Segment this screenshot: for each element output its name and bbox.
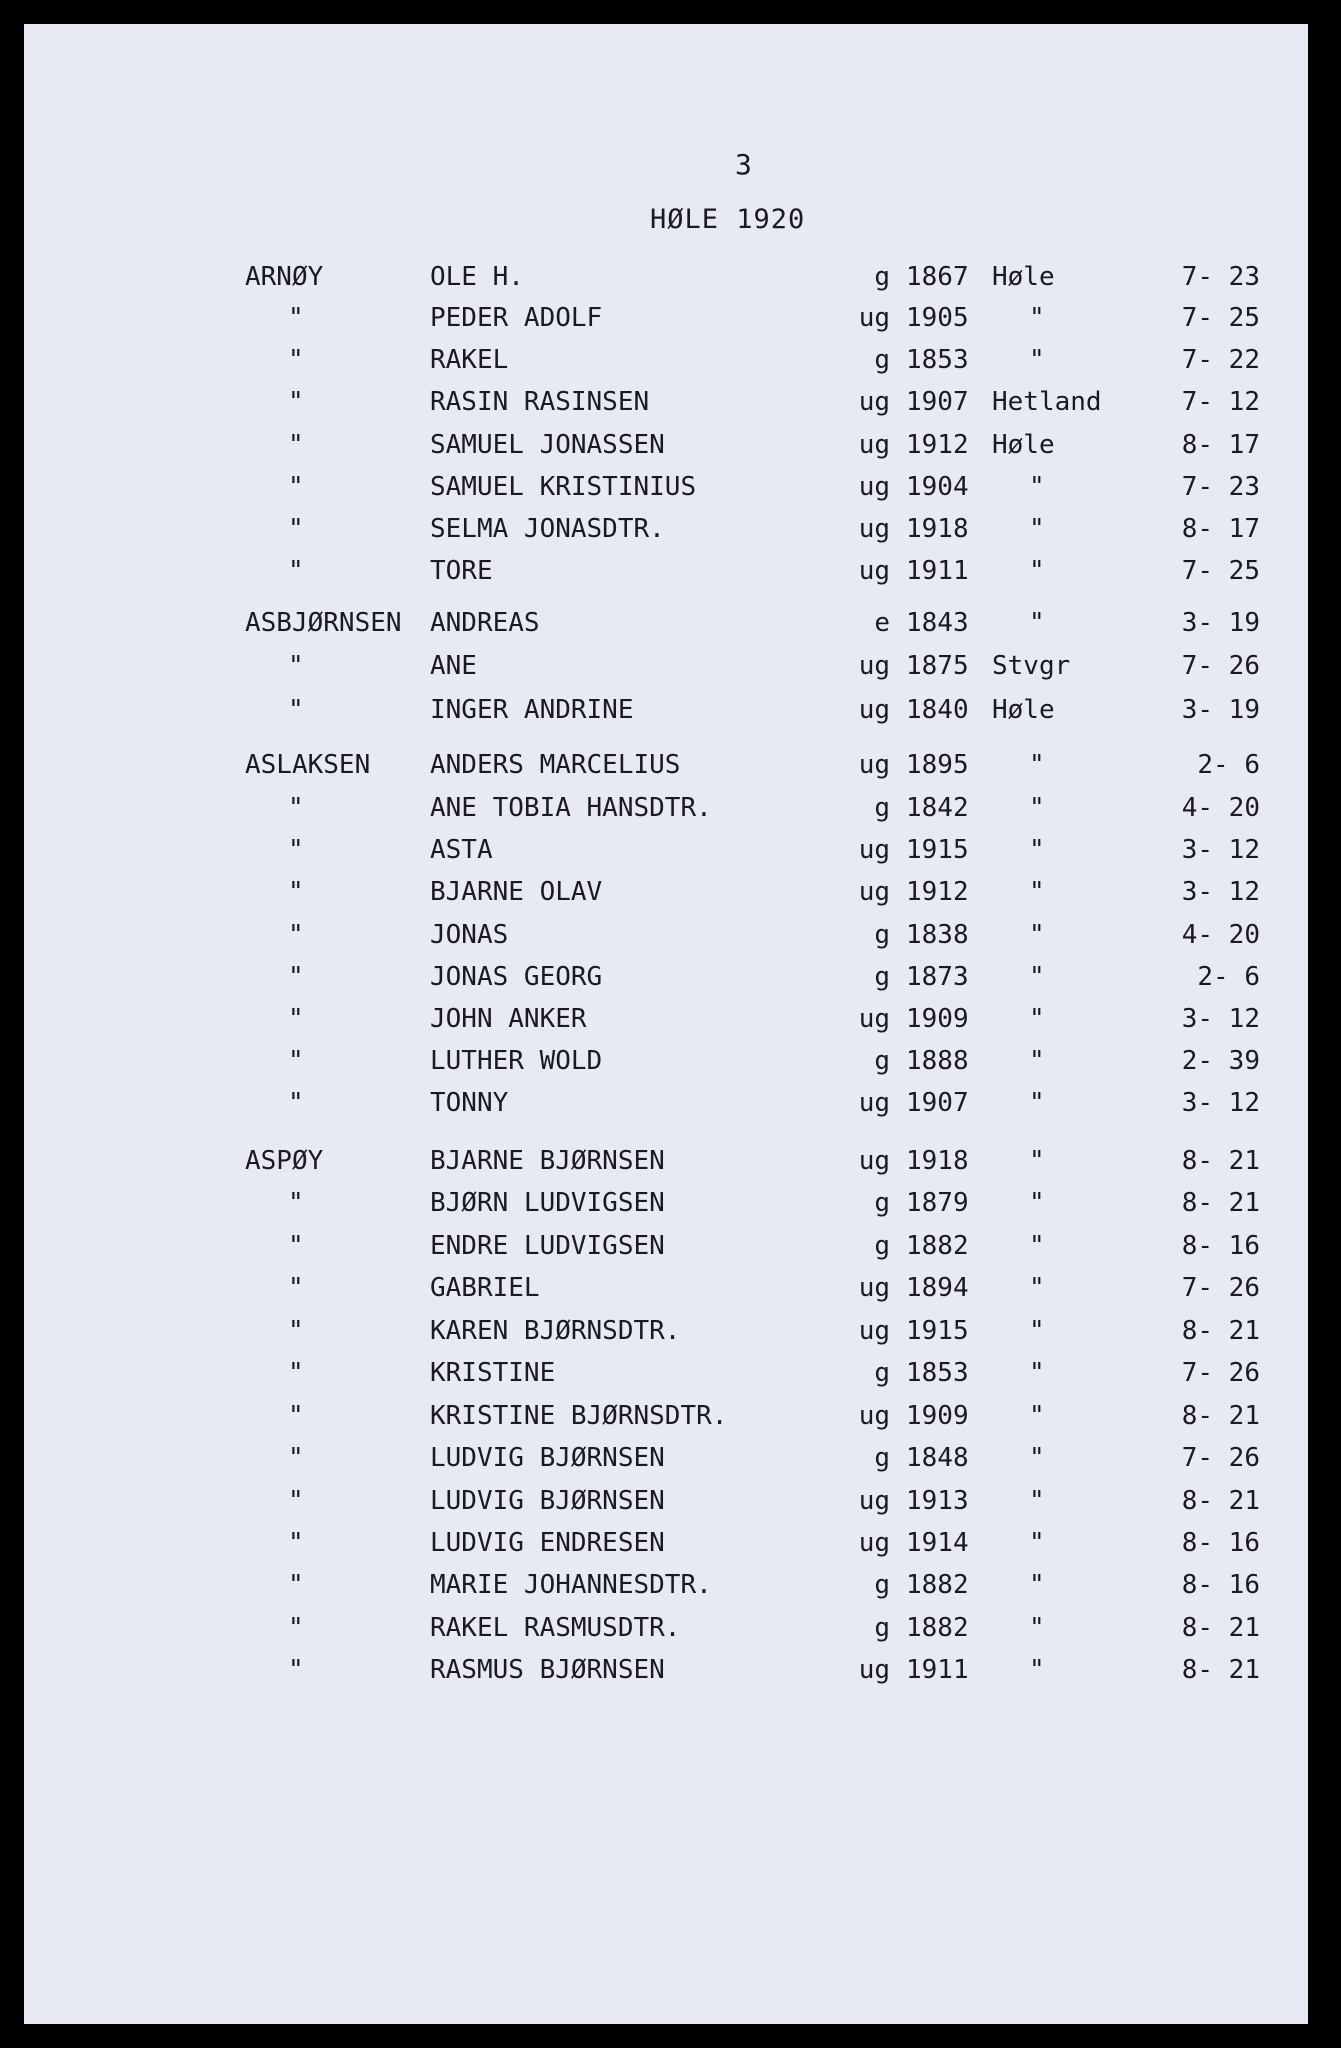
marital-status-cell: ug [858, 1528, 890, 1558]
birthplace-cell: " [1029, 345, 1045, 375]
marital-status-cell: ug [858, 651, 890, 681]
birth-year-cell: 1915 [906, 1316, 969, 1346]
birth-year-cell: 1909 [906, 1004, 969, 1034]
given-name-cell: BJARNE BJØRNSEN [430, 1146, 665, 1176]
birthplace-cell: " [1029, 556, 1045, 586]
given-name-cell: ASTA [430, 835, 493, 865]
given-name-cell: RAKEL [430, 345, 509, 375]
birthplace-cell: " [1029, 1188, 1045, 1218]
given-name-cell: GABRIEL [430, 1273, 540, 1303]
marital-status-cell: g [874, 1188, 890, 1218]
birth-year-cell: 1875 [906, 651, 969, 681]
surname-cell: ASLAKSEN [245, 750, 371, 780]
reference-cell: 8- 21 [1181, 1188, 1260, 1218]
birthplace-cell: Høle [992, 430, 1055, 460]
surname-cell: ASPØY [245, 1146, 324, 1176]
surname-cell: " [288, 472, 304, 502]
given-name-cell: ANE TOBIA HANSDTR. [430, 793, 712, 823]
birthplace-cell: " [1029, 962, 1045, 992]
marital-status-cell: g [874, 1231, 890, 1261]
surname-cell: " [288, 1613, 304, 1643]
given-name-cell: ENDRE LUDVIGSEN [430, 1231, 665, 1261]
birthplace-cell: Høle [992, 695, 1055, 725]
birth-year-cell: 1873 [906, 962, 969, 992]
given-name-cell: LUDVIG ENDRESEN [430, 1528, 665, 1558]
birth-year-cell: 1915 [906, 835, 969, 865]
reference-cell: 8- 21 [1181, 1613, 1260, 1643]
given-name-cell: KRISTINE [430, 1358, 556, 1388]
reference-cell: 8- 16 [1181, 1231, 1260, 1261]
birth-year-cell: 1879 [906, 1188, 969, 1218]
marital-status-cell: ug [858, 1146, 890, 1176]
birthplace-cell: " [1029, 303, 1045, 333]
birth-year-cell: 1853 [906, 1358, 969, 1388]
birth-year-cell: 1882 [906, 1231, 969, 1261]
marital-status-cell: g [874, 1046, 890, 1076]
reference-cell: 2- 39 [1181, 1046, 1260, 1076]
birth-year-cell: 1918 [906, 514, 969, 544]
reference-cell: 3- 19 [1181, 608, 1260, 638]
birth-year-cell: 1914 [906, 1528, 969, 1558]
birthplace-cell: " [1029, 750, 1045, 780]
reference-cell: 3- 19 [1181, 695, 1260, 725]
surname-cell: " [288, 430, 304, 460]
marital-status-cell: ug [858, 556, 890, 586]
reference-cell: 7- 25 [1181, 556, 1260, 586]
birthplace-cell: " [1029, 1088, 1045, 1118]
reference-cell: 4- 20 [1181, 793, 1260, 823]
reference-cell: 8- 17 [1181, 514, 1260, 544]
given-name-cell: TONNY [430, 1088, 509, 1118]
marital-status-cell: g [874, 920, 890, 950]
given-name-cell: JONAS [430, 920, 509, 950]
reference-cell: 3- 12 [1181, 1004, 1260, 1034]
reference-cell: 8- 21 [1181, 1655, 1260, 1685]
birth-year-cell: 1853 [906, 345, 969, 375]
marital-status-cell: ug [858, 835, 890, 865]
page-number: 3 [735, 148, 752, 181]
given-name-cell: INGER ANDRINE [430, 695, 634, 725]
reference-cell: 8- 21 [1181, 1401, 1260, 1431]
marital-status-cell: ug [858, 1273, 890, 1303]
birthplace-cell: " [1029, 1655, 1045, 1685]
reference-cell: 3- 12 [1181, 877, 1260, 907]
birthplace-cell: Stvgr [992, 651, 1071, 681]
birthplace-cell: " [1029, 835, 1045, 865]
given-name-cell: ANDREAS [430, 608, 540, 638]
surname-cell: " [288, 556, 304, 586]
birthplace-cell: " [1029, 1613, 1045, 1643]
birthplace-cell: " [1029, 1443, 1045, 1473]
surname-cell: " [288, 1570, 304, 1600]
birth-year-cell: 1882 [906, 1613, 969, 1643]
given-name-cell: PEDER ADOLF [430, 303, 603, 333]
reference-cell: 7- 23 [1181, 472, 1260, 502]
birthplace-cell: " [1029, 1486, 1045, 1516]
marital-status-cell: ug [858, 514, 890, 544]
birth-year-cell: 1894 [906, 1273, 969, 1303]
surname-cell: " [288, 1358, 304, 1388]
birth-year-cell: 1904 [906, 472, 969, 502]
given-name-cell: ANDERS MARCELIUS [430, 750, 681, 780]
marital-status-cell: ug [858, 1004, 890, 1034]
birthplace-cell: " [1029, 1004, 1045, 1034]
birth-year-cell: 1907 [906, 387, 969, 417]
marital-status-cell: ug [858, 877, 890, 907]
surname-cell: " [288, 920, 304, 950]
marital-status-cell: ug [858, 1088, 890, 1118]
marital-status-cell: ug [858, 472, 890, 502]
reference-cell: 8- 21 [1181, 1316, 1260, 1346]
birthplace-cell: " [1029, 514, 1045, 544]
birthplace-cell: Høle [992, 262, 1055, 292]
reference-cell: 8- 16 [1181, 1528, 1260, 1558]
surname-cell: " [288, 1401, 304, 1431]
reference-cell: 7- 25 [1181, 303, 1260, 333]
given-name-cell: RASIN RASINSEN [430, 387, 650, 417]
given-name-cell: SAMUEL JONASSEN [430, 430, 665, 460]
surname-cell: " [288, 1004, 304, 1034]
given-name-cell: LUDVIG BJØRNSEN [430, 1486, 665, 1516]
given-name-cell: TORE [430, 556, 493, 586]
given-name-cell: SAMUEL KRISTINIUS [430, 472, 697, 502]
marital-status-cell: ug [858, 1316, 890, 1346]
surname-cell: ARNØY [245, 262, 324, 292]
reference-cell: 7- 22 [1181, 345, 1260, 375]
surname-cell: " [288, 695, 304, 725]
birthplace-cell: Hetland [992, 387, 1102, 417]
given-name-cell: JOHN ANKER [430, 1004, 587, 1034]
given-name-cell: BJARNE OLAV [430, 877, 603, 907]
birth-year-cell: 1895 [906, 750, 969, 780]
marital-status-cell: g [874, 793, 890, 823]
birth-year-cell: 1912 [906, 877, 969, 907]
surname-cell: " [288, 387, 304, 417]
birthplace-cell: " [1029, 1146, 1045, 1176]
surname-cell: ASBJØRNSEN [245, 608, 402, 638]
birth-year-cell: 1842 [906, 793, 969, 823]
surname-cell: " [288, 345, 304, 375]
surname-cell: " [288, 1316, 304, 1346]
given-name-cell: JONAS GEORG [430, 962, 603, 992]
marital-status-cell: ug [858, 1486, 890, 1516]
marital-status-cell: g [874, 1613, 890, 1643]
birthplace-cell: " [1029, 877, 1045, 907]
given-name-cell: SELMA JONASDTR. [430, 514, 665, 544]
birthplace-cell: " [1029, 920, 1045, 950]
marital-status-cell: g [874, 962, 890, 992]
reference-cell: 8- 21 [1181, 1486, 1260, 1516]
surname-cell: " [288, 793, 304, 823]
reference-cell: 2- 6 [1197, 750, 1260, 780]
birth-year-cell: 1918 [906, 1146, 969, 1176]
reference-cell: 7- 12 [1181, 387, 1260, 417]
given-name-cell: KAREN BJØRNSDTR. [430, 1316, 681, 1346]
surname-cell: " [288, 303, 304, 333]
birthplace-cell: " [1029, 1570, 1045, 1600]
marital-status-cell: ug [858, 303, 890, 333]
surname-cell: " [288, 1528, 304, 1558]
reference-cell: 4- 20 [1181, 920, 1260, 950]
marital-status-cell: ug [858, 1401, 890, 1431]
birthplace-cell: " [1029, 1273, 1045, 1303]
given-name-cell: LUTHER WOLD [430, 1046, 603, 1076]
reference-cell: 3- 12 [1181, 835, 1260, 865]
surname-cell: " [288, 1046, 304, 1076]
birthplace-cell: " [1029, 1401, 1045, 1431]
marital-status-cell: ug [858, 430, 890, 460]
marital-status-cell: ug [858, 1655, 890, 1685]
reference-cell: 7- 26 [1181, 1358, 1260, 1388]
surname-cell: " [288, 1655, 304, 1685]
reference-cell: 8- 16 [1181, 1570, 1260, 1600]
reference-cell: 7- 26 [1181, 1443, 1260, 1473]
marital-status-cell: g [874, 1358, 890, 1388]
reference-cell: 7- 26 [1181, 651, 1260, 681]
birthplace-cell: " [1029, 1528, 1045, 1558]
birth-year-cell: 1911 [906, 1655, 969, 1685]
given-name-cell: BJØRN LUDVIGSEN [430, 1188, 665, 1218]
birth-year-cell: 1907 [906, 1088, 969, 1118]
surname-cell: " [288, 962, 304, 992]
surname-cell: " [288, 651, 304, 681]
birth-year-cell: 1838 [906, 920, 969, 950]
surname-cell: " [288, 514, 304, 544]
surname-cell: " [288, 1088, 304, 1118]
birth-year-cell: 1912 [906, 430, 969, 460]
page-title: HØLE 1920 [650, 204, 806, 235]
reference-cell: 7- 26 [1181, 1273, 1260, 1303]
marital-status-cell: g [874, 345, 890, 375]
reference-cell: 3- 12 [1181, 1088, 1260, 1118]
birth-year-cell: 1909 [906, 1401, 969, 1431]
birth-year-cell: 1848 [906, 1443, 969, 1473]
reference-cell: 2- 6 [1197, 962, 1260, 992]
birth-year-cell: 1843 [906, 608, 969, 638]
birthplace-cell: " [1029, 1046, 1045, 1076]
given-name-cell: MARIE JOHANNESDTR. [430, 1570, 712, 1600]
marital-status-cell: g [874, 1570, 890, 1600]
marital-status-cell: e [874, 608, 890, 638]
surname-cell: " [288, 835, 304, 865]
birthplace-cell: " [1029, 793, 1045, 823]
birthplace-cell: " [1029, 472, 1045, 502]
surname-cell: " [288, 1486, 304, 1516]
birth-year-cell: 1905 [906, 303, 969, 333]
birth-year-cell: 1882 [906, 1570, 969, 1600]
given-name-cell: RAKEL RASMUSDTR. [430, 1613, 681, 1643]
birth-year-cell: 1867 [906, 262, 969, 292]
surname-cell: " [288, 1188, 304, 1218]
given-name-cell: RASMUS BJØRNSEN [430, 1655, 665, 1685]
surname-cell: " [288, 1443, 304, 1473]
surname-cell: " [288, 877, 304, 907]
birth-year-cell: 1840 [906, 695, 969, 725]
birth-year-cell: 1911 [906, 556, 969, 586]
marital-status-cell: ug [858, 750, 890, 780]
marital-status-cell: g [874, 1443, 890, 1473]
birthplace-cell: " [1029, 1231, 1045, 1261]
surname-cell: " [288, 1273, 304, 1303]
reference-cell: 8- 17 [1181, 430, 1260, 460]
marital-status-cell: g [874, 262, 890, 292]
marital-status-cell: ug [858, 695, 890, 725]
given-name-cell: OLE H. [430, 262, 524, 292]
birthplace-cell: " [1029, 1358, 1045, 1388]
birthplace-cell: " [1029, 1316, 1045, 1346]
given-name-cell: KRISTINE BJØRNSDTR. [430, 1401, 728, 1431]
birthplace-cell: " [1029, 608, 1045, 638]
reference-cell: 8- 21 [1181, 1146, 1260, 1176]
reference-cell: 7- 23 [1181, 262, 1260, 292]
birth-year-cell: 1888 [906, 1046, 969, 1076]
marital-status-cell: ug [858, 387, 890, 417]
surname-cell: " [288, 1231, 304, 1261]
birth-year-cell: 1913 [906, 1486, 969, 1516]
given-name-cell: ANE [430, 651, 477, 681]
given-name-cell: LUDVIG BJØRNSEN [430, 1443, 665, 1473]
